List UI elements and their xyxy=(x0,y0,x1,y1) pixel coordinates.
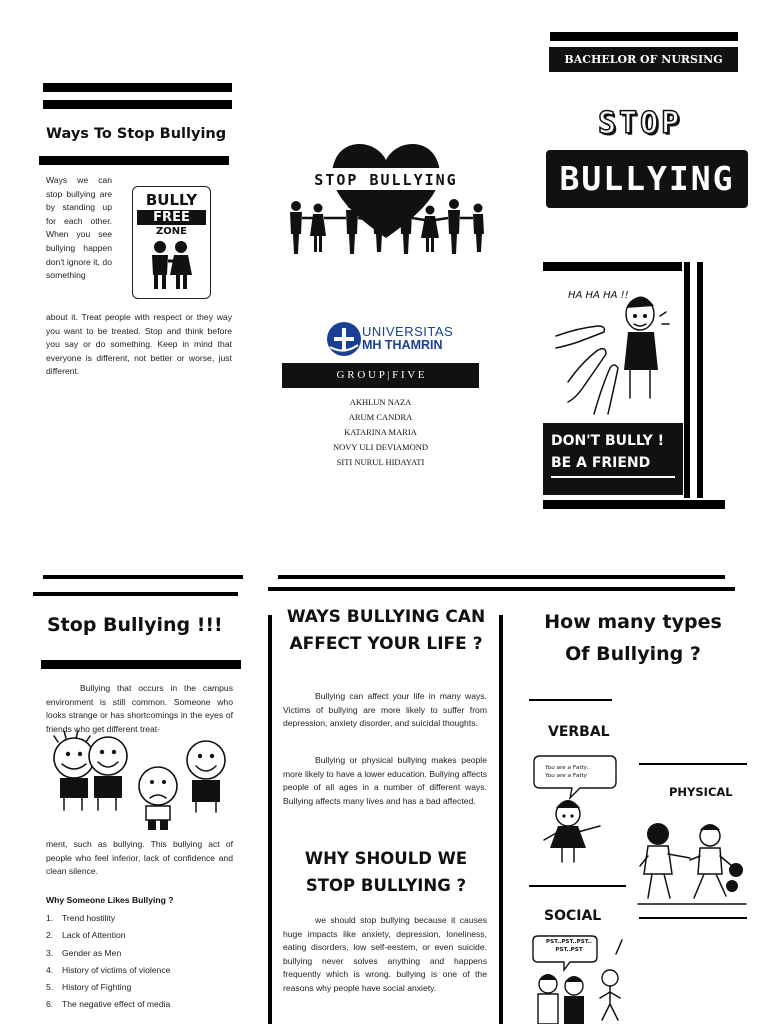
campus-bullying-continued: ment, such as bullying. This bullying act of people who feel inferior, lack of confidence and clean silence. xyxy=(46,839,233,877)
type-verbal-label: VERBAL xyxy=(548,724,610,740)
member-name: SITI NURUL HIDAYATI xyxy=(336,457,425,467)
affect-life-para1: Bullying can affect your life in many ways. Victims of bullying are more likely to suffer from depression, anxiety disorder, and suicidal thoughts. xyxy=(283,691,487,729)
type-physical-label: PHYSICAL xyxy=(669,785,733,799)
banner-line1: DON'T BULLY ! xyxy=(551,433,665,449)
divider-line xyxy=(529,699,612,701)
university-name-line2: MH THAMRIN xyxy=(362,338,443,352)
type-social-label: SOCIAL xyxy=(544,908,602,924)
decorative-bar xyxy=(43,83,232,92)
decorative-bar xyxy=(550,32,738,41)
list-item: 1. Trend hostility xyxy=(46,913,116,923)
list-item: 3. Gender as Men xyxy=(46,947,122,958)
bullying-title: BULLYING xyxy=(559,159,735,198)
member-name: NOVY ULI DEVIAMOND xyxy=(332,442,429,452)
list-item: 5. History of Fighting xyxy=(46,982,132,993)
reasons-title: Why Someone Likes Bullying ? xyxy=(46,895,174,905)
group-members-list xyxy=(282,395,479,470)
bullies-cartoon-icon xyxy=(48,728,234,834)
faculty-label: BACHELOR OF NURSING xyxy=(549,47,738,72)
ways-to-stop-title: Ways To Stop Bullying xyxy=(46,126,227,142)
member-name: ARUM CANDRA xyxy=(348,412,413,422)
types-title-line1: How many types xyxy=(544,611,722,633)
bullying-title-box xyxy=(546,150,748,208)
reasons-list xyxy=(46,913,236,1017)
divider-line xyxy=(639,917,747,919)
group-label-bar: G R O U P | F I V E xyxy=(282,363,479,388)
types-title xyxy=(515,606,751,670)
banner-line2: BE A FRIEND xyxy=(551,455,651,471)
affect-life-title-line1: WAYS BULLYING CAN xyxy=(286,607,486,627)
university-name-line1: UNIVERSITAS xyxy=(362,324,454,339)
list-item: 4. History of victims of violence xyxy=(46,964,171,975)
stop-title: STOP xyxy=(598,106,683,141)
physical-bullying-cartoon-icon xyxy=(634,812,748,912)
children-silhouette-icon xyxy=(133,237,209,297)
decorative-bar xyxy=(43,100,232,109)
list-item: 6. The negative effect of media xyxy=(46,999,171,1010)
why-stop-title xyxy=(276,845,496,899)
why-stop-title-line2: STOP BULLYING ? xyxy=(305,876,467,895)
sign-line-free: FREE xyxy=(137,210,206,225)
ways-paragraph-narrow: Ways we can stop bullying are by standing up for each other. When you see bullying happen don't ignore it, do something xyxy=(46,175,112,281)
decorative-bar xyxy=(268,587,735,591)
affect-life-para2: Bullying or physical bullying makes people more likely to have a lower education. Bullying affects people of all ages in a number of different ways. Bullying affects many lives and has a bad affected. xyxy=(283,755,487,806)
decorative-bar xyxy=(41,660,241,669)
decorative-bar xyxy=(39,156,229,165)
list-item: 2. Lack of Attention xyxy=(46,930,126,941)
divider-line xyxy=(529,885,626,887)
why-stop-title-line1: WHY SHOULD WE xyxy=(304,849,468,868)
why-stop-para: we should stop bullying because it causes huge impacts like anxiety, depression, loneliness, eating disorders, low self-eestem, or even suicide. bullying never solves anything and happens frequently which is wrong. bullying is one of the reasons why people have social anxiety. xyxy=(283,915,487,993)
university-emblem-icon xyxy=(326,321,362,357)
stop-bullying-title: Stop Bullying !!! xyxy=(47,614,223,636)
decorative-bar xyxy=(43,575,243,579)
decorative-bar xyxy=(278,575,725,579)
ways-paragraph-wide: about it. Treat people with respect or they way you want to be treated. Stop and think before you say or do something. Keep in mind that everyone is different, not better or worse, just different. xyxy=(46,312,232,377)
affect-life-title-line2: AFFECT YOUR LIFE ? xyxy=(289,634,483,654)
university-logo xyxy=(326,321,476,357)
stop-bullying-heart-logo xyxy=(280,134,492,258)
decorative-bar-vertical xyxy=(684,262,690,498)
cartoon-laugh-caption: HA HA HA !! xyxy=(568,290,629,301)
decorative-bar xyxy=(33,592,238,596)
verbal-speech-bubble: You are a Fatty.. You are a Fatty xyxy=(545,765,591,779)
sign-line-zone: ZONE xyxy=(156,226,187,237)
decorative-bar-vertical xyxy=(697,262,703,498)
types-title-line2: Of Bullying ? xyxy=(565,643,701,665)
affect-life-title xyxy=(276,604,496,658)
bully-free-zone-sign xyxy=(132,186,211,299)
heart-logo-text: STOP BULLYING xyxy=(314,171,458,189)
bully-cartoon xyxy=(548,276,680,419)
panel-divider xyxy=(268,615,272,1024)
social-speech-bubble: PST..PST..PST.. PST..PST xyxy=(545,939,593,953)
campus-bullying-intro: Bullying that occurs in the campus environment is still common. Someone who looks strange or has shortcomings in the eyes of friends who get different treat- xyxy=(46,683,233,734)
panel-divider xyxy=(499,615,503,1024)
dont-bully-banner xyxy=(543,423,683,495)
member-name: AKHLUN NAZA xyxy=(349,397,412,407)
member-name: KATARINA MARIA xyxy=(344,427,417,437)
decorative-bar xyxy=(543,500,725,509)
sign-line-bully: BULLY xyxy=(145,191,198,209)
decorative-bar xyxy=(543,262,682,271)
divider-line xyxy=(639,763,747,765)
